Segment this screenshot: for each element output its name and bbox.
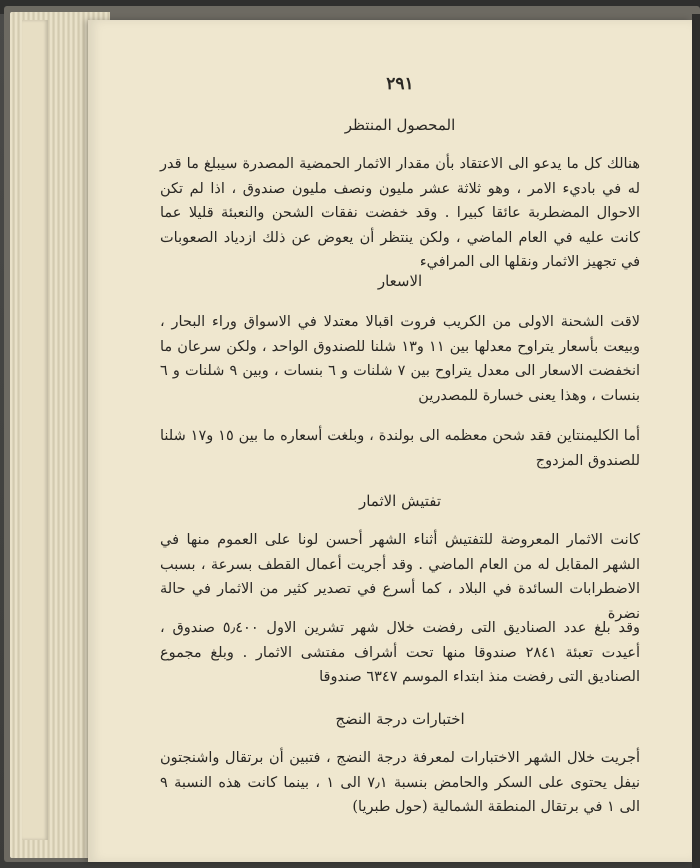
paragraph-prices-1: لاقت الشحنة الاولى من الكريب فروت اقبالا معتدلا في الاسواق وراء البحار ، وبيعت بأسعار يتراوح معدلها بين ١١ و١٣ شلنا للصندوق الواحد ، ولكن سرعان ما انخفضت الاسعار الى معدل يتراوح بين ٧ شلنات و ٦ بنسات ، وبين ٩ شلنات و ٦ بنسات ، وهذا يعنى خسارة للمصدرين: [160, 314, 641, 404]
paragraph-ripeness: أجريت خلال الشهر الاختبارات لمعرفة درجة النضج ، فتبين أن برتقال واشنجتون نيفل يحتوى على السكر والحامض بنسبة ٧٫١ الى ١ ، بينما كانت هذه النسبة ٩ الى ١ في برتقال المنطقة الشمالية (حول طبريا): [160, 750, 640, 815]
section-heading-prices: الاسعار: [377, 272, 423, 290]
section-heading-inspection: تفتيش الاثمار: [358, 492, 442, 510]
section-heading-expected-crop: المحصول المنتظر: [344, 116, 456, 134]
paragraph-inspection-1: كانت الاثمار المعروضة للتفتيش أثناء الشهر أحسن لونا على العموم منها في الشهر المقابل له من العام الماضي . وقد أجريت أعمال القطف بسرعة ، بسبب الاضطرابات السائدة في البلاد ، كما أسرع في تصدير كثير من الاثمار في حالة نضرة: [160, 532, 640, 622]
section-heading-ripeness: اختبارات درجة النضج: [335, 710, 465, 728]
paragraph-expected-crop: هنالك كل ما يدعو الى الاعتقاد بأن مقدار الاثمار الحمضية المصدرة سيبلغ ما قدر له في باديء الامر ، وهو ثلاثة عشر مليون ونصف مليون صندوق ، اذا لم تكن الاحوال المضطربة عائقا كبيرا . وقد خفضت نفقات الشحن والنعبئة قليلا عما كانت عليه في العام الماضي ، ولكن ينتظر أن يعوض عن ذلك ازدياد الصعوبات في تجهيز الاثمار ونقلها الى المرافيء: [160, 156, 640, 270]
paragraph-inspection-2: وقد بلغ عدد الصناديق التى رفضت خلال شهر تشرين الاول ٥٫٤٠٠ صندوق ، أعيدت تعبئة ٢٨٤١ صندوقا منها تحت أشراف مفتشى الاثمار . وبلغ مجموع الصناديق التى رفضت منذ ابتداء الموسم ٦٣٤٧ صندوقا: [160, 620, 641, 685]
paragraph-prices-2: أما الكليمنتاين فقد شحن معظمه الى بولندة ، وبلغت أسعاره ما بين ١٥ و١٧ شلنا للصندوق المزدوج: [160, 428, 640, 469]
page-number: ٢٩١: [386, 74, 414, 94]
right-shadow: [692, 14, 700, 868]
page-edge: [22, 20, 48, 840]
book-page: [88, 20, 692, 862]
